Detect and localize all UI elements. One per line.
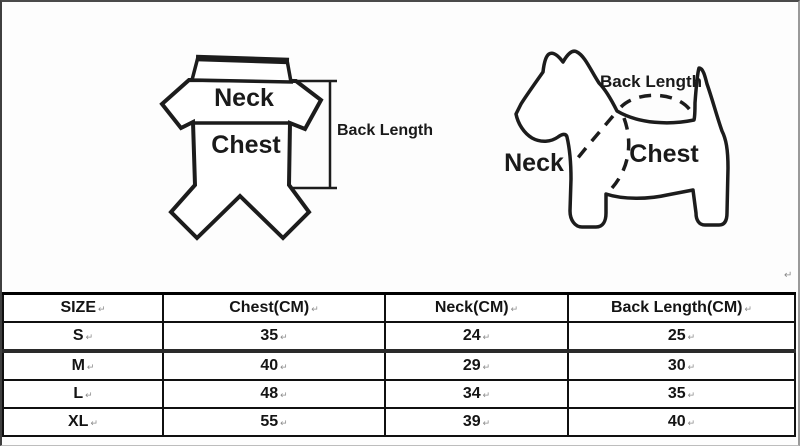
- end-of-cell-mark: ↵: [86, 362, 95, 372]
- neck-value: 24: [462, 327, 481, 344]
- size-value: M: [71, 357, 85, 374]
- neck-value: 34: [462, 385, 481, 402]
- cell-size-xl: [3, 408, 163, 436]
- end-of-cell-mark: ↵: [687, 332, 696, 342]
- dog-back-length-dash-arc: [621, 95, 690, 110]
- back-length-value: 25: [667, 327, 686, 344]
- cell-size-l: [3, 380, 163, 408]
- end-of-cell-mark: ↵: [98, 304, 106, 314]
- header-neck-label: Neck(CM): [434, 299, 509, 316]
- neck-value: 39: [462, 413, 481, 430]
- end-of-cell-mark: ↵: [482, 362, 491, 372]
- header-neck: [385, 294, 568, 323]
- neck-value: 29: [462, 357, 481, 374]
- end-of-cell-mark: ↵: [482, 390, 491, 400]
- cell-chest-s: [163, 322, 385, 351]
- header-back-length-label: Back Length(CM): [610, 299, 743, 316]
- dog-neck-label: Neck: [504, 149, 564, 177]
- back-length-value: 30: [667, 357, 686, 374]
- size-value: XL: [68, 413, 89, 430]
- end-of-cell-mark: ↵: [280, 362, 288, 372]
- garment-neck-label: Neck: [214, 84, 274, 112]
- end-of-cell-mark: ↵: [85, 390, 93, 400]
- size-value: S: [72, 327, 84, 344]
- cell-neck-m: [385, 351, 568, 380]
- size-table: [2, 292, 796, 437]
- cell-back-length-m: [568, 351, 795, 380]
- end-of-cell-mark: ↵: [280, 418, 288, 428]
- chest-value: 48: [260, 385, 279, 402]
- end-of-cell-mark: ↵: [482, 332, 491, 342]
- dog-diagram: [504, 51, 728, 227]
- dog-chest-label: Chest: [629, 140, 699, 168]
- chest-value: 40: [260, 357, 279, 374]
- header-size: [3, 294, 163, 323]
- end-of-cell-mark: ↵: [280, 390, 288, 400]
- header-chest: [163, 294, 385, 323]
- chest-value: 55: [260, 413, 279, 430]
- end-of-cell-mark: ↵: [687, 362, 696, 372]
- cell-neck-s: [385, 322, 568, 351]
- garment-chest-label: Chest: [211, 131, 281, 159]
- header-back-length: [568, 294, 795, 323]
- end-of-cell-mark: ↵: [90, 418, 98, 428]
- cell-chest-m: [163, 351, 385, 380]
- end-of-cell-mark: ↵: [510, 304, 519, 314]
- end-of-cell-mark: ↵: [311, 304, 319, 314]
- cell-size-s: [3, 322, 163, 351]
- cell-chest-xl: [163, 408, 385, 436]
- header-chest-label: Chest(CM): [229, 299, 310, 316]
- cell-back-length-xl: [568, 408, 795, 436]
- chest-value: 35: [260, 327, 279, 344]
- garment-collar-top-edge: [196, 58, 289, 61]
- end-of-cell-mark: ↵: [280, 332, 288, 342]
- end-of-cell-mark: ↵: [85, 332, 94, 342]
- cell-neck-xl: [385, 408, 568, 436]
- cell-chest-l: [163, 380, 385, 408]
- paragraph-mark: ↵: [784, 270, 793, 281]
- back-length-value: 35: [667, 385, 686, 402]
- garment-back-length-label: Back Length: [337, 122, 434, 139]
- cell-back-length-s: [568, 322, 795, 351]
- header-size-label: SIZE: [60, 299, 96, 316]
- end-of-cell-mark: ↵: [687, 390, 696, 400]
- dog-back-length-label: Back Length: [599, 72, 703, 91]
- back-length-value: 40: [667, 413, 686, 430]
- size-value: L: [73, 385, 84, 402]
- end-of-cell-mark: ↵: [482, 418, 491, 428]
- end-of-cell-mark: ↵: [687, 418, 696, 428]
- cell-neck-l: [385, 380, 568, 408]
- cell-back-length-l: [568, 380, 795, 408]
- end-of-cell-mark: ↵: [744, 304, 753, 314]
- garment-diagram: [162, 57, 433, 238]
- table-row-l: [3, 380, 795, 408]
- table-row-xl: [3, 408, 795, 436]
- cell-size-m: [3, 351, 163, 380]
- table-header-row: [3, 294, 795, 323]
- table-row-m: [3, 351, 795, 380]
- table-row-s: [3, 322, 795, 351]
